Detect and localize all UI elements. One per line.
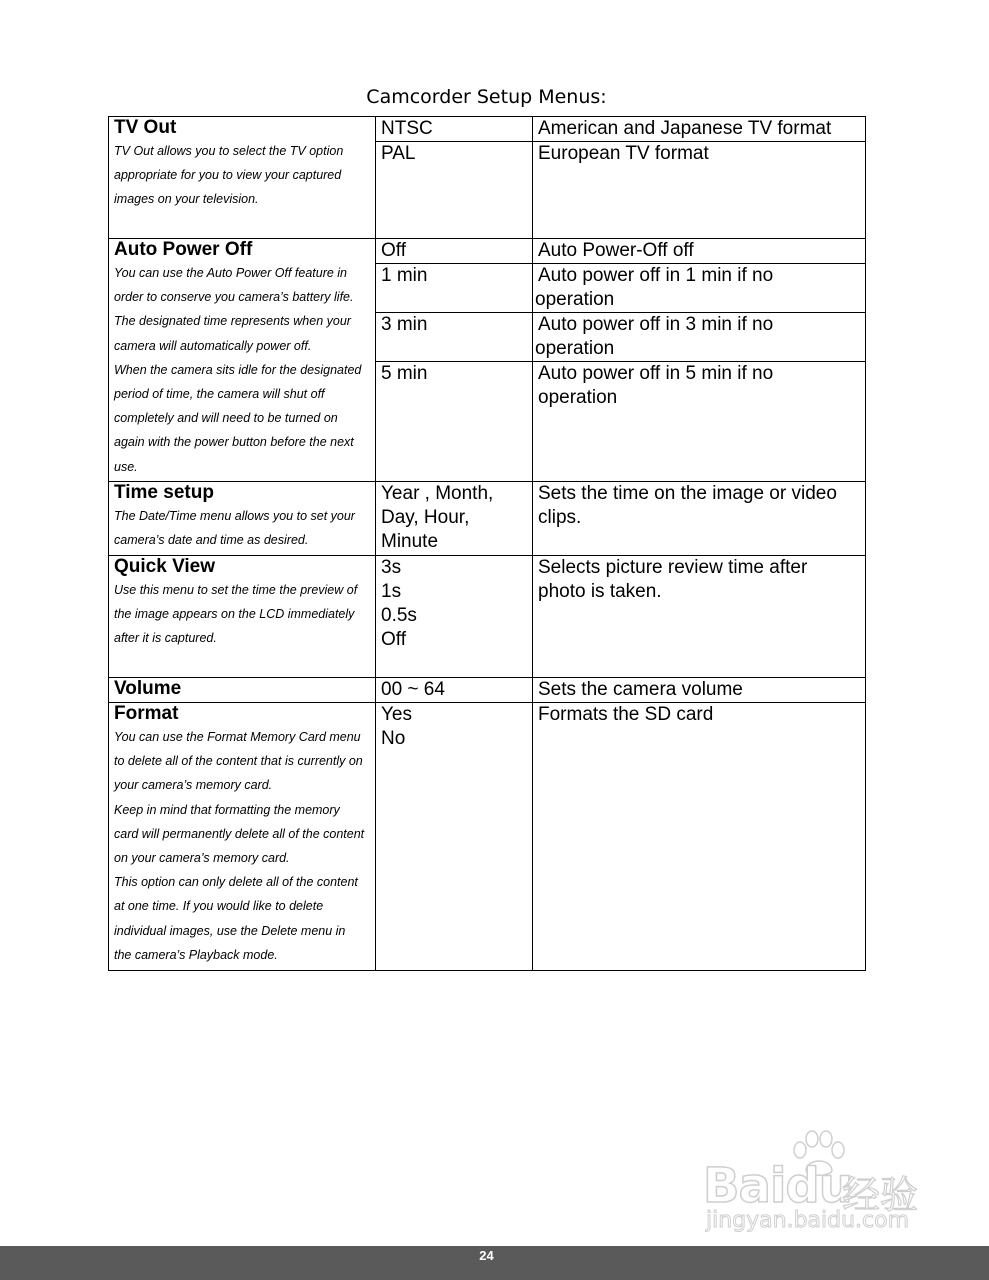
table-row [109,239,866,264]
option-value: Off [376,239,533,264]
camcorder-setup-table [108,116,866,971]
help-line: use. [114,459,138,474]
option-values [376,482,533,556]
help-line: When the camera sits idle for the designated [114,362,362,377]
baidu-watermark [700,1130,940,1240]
help-line: You can use the Format Memory Card menu [114,730,361,744]
setting-help [114,139,370,212]
option-line: Year , Month, [381,483,494,504]
option-value: 5 min [376,362,533,482]
option-description: Formats the SD card [533,703,866,971]
description-line: Auto power off in 1 min if no [538,265,774,286]
option-description [533,313,866,362]
option-line: Off [381,629,406,650]
help-line: This option can only delete all of the content [114,875,358,890]
option-value: NTSC [376,117,533,142]
description-line: Sets the time on the image or video [538,483,837,504]
description-line: operation [535,289,615,310]
help-line: You can use the Auto Power Off feature in [114,266,348,280]
help-line: individual images, use the Delete menu in [114,923,346,938]
setting-name: Auto Power Off [114,239,253,260]
option-line: 3s [381,557,402,578]
tv-out-cell [109,117,376,239]
description-line: Selects picture review time after [538,557,808,578]
watermark-url: jingyan.baidu.com [706,1208,910,1233]
setting-help [114,578,370,651]
quick-view-cell [109,556,376,678]
time-setup-cell [109,482,376,556]
help-line: again with the power button before the next [114,435,354,450]
option-description: European TV format [533,142,866,239]
help-line: The Date/Time menu allows you to set your [114,509,355,523]
watermark-brand: Baidu [703,1158,852,1214]
help-line: after it is captured. [114,631,217,646]
help-line: TV Out allows you to select the TV option [114,144,344,158]
option-value: 3 min [376,313,533,362]
description-line: operation [538,387,618,408]
help-line: at one time. If you would like to delete [114,899,324,914]
table-row [109,482,866,556]
auto-power-off-cell [109,239,376,482]
setting-help [114,725,370,967]
option-value: 00 ~ 64 [376,678,533,703]
help-line: the camera’s Playback mode. [114,947,278,962]
option-line: Day, Hour, [381,507,470,528]
option-description [533,264,866,313]
option-line: No [381,728,406,749]
table-row [109,678,866,703]
option-description [533,556,866,678]
option-value: PAL [376,142,533,239]
description-line: clips. [538,507,582,528]
description-line: Auto power off in 5 min if no [538,363,774,384]
watermark-brand-cn: 经验 [842,1173,919,1217]
description-line: photo is taken. [538,581,662,602]
page-number: 24 [479,1248,494,1263]
help-line: camera’s date and time as desired. [114,533,309,548]
setting-name: Format [114,703,179,724]
option-description: American and Japanese TV format [533,117,866,142]
table-row [109,703,866,971]
format-cell [109,703,376,971]
option-line: Yes [381,704,412,725]
help-line: the image appears on the LCD immediately [114,607,355,622]
help-line: on your camera’s memory card. [114,851,290,866]
help-line: card will permanently delete all of the content [114,826,365,841]
description-line: Auto power off in 3 min if no [538,314,774,335]
table-row [109,117,866,142]
setting-help [114,504,370,552]
setting-help [114,261,370,479]
volume-cell [109,678,376,703]
help-line: period of time, the camera will shut off [114,387,325,402]
setting-name: Quick View [114,556,216,577]
help-line: completely and will need to be turned on [114,411,338,426]
table-row [109,556,866,678]
option-description [533,362,866,482]
help-line: images on your television. [114,192,259,207]
option-line: 1s [381,581,402,602]
option-values [376,703,533,971]
option-description: Auto Power-Off off [533,239,866,264]
help-line: Use this menu to set the time the preview of [114,583,358,597]
help-line: appropriate for you to view your captured [114,168,342,183]
option-values [376,556,533,678]
help-line: your camera’s memory card. [114,778,273,793]
setting-name: Volume [114,678,182,699]
option-description: Sets the camera volume [533,678,866,703]
option-value: 1 min [376,264,533,313]
help-line: camera will automatically power off. [114,338,312,353]
help-line: order to conserve you camera’s battery life. [114,290,354,305]
help-line: The designated time represents when your [114,314,351,329]
help-line: to delete all of the content that is currently on [114,754,363,769]
option-line: Minute [381,531,439,552]
help-line: Keep in mind that formatting the memory [114,802,340,817]
option-description [533,482,866,556]
setting-name: Time setup [114,482,214,503]
description-line: operation [535,338,615,359]
page-title: Camcorder Setup Menus: [366,86,607,108]
setting-name: TV Out [114,117,177,138]
option-line: 0.5s [381,605,417,626]
